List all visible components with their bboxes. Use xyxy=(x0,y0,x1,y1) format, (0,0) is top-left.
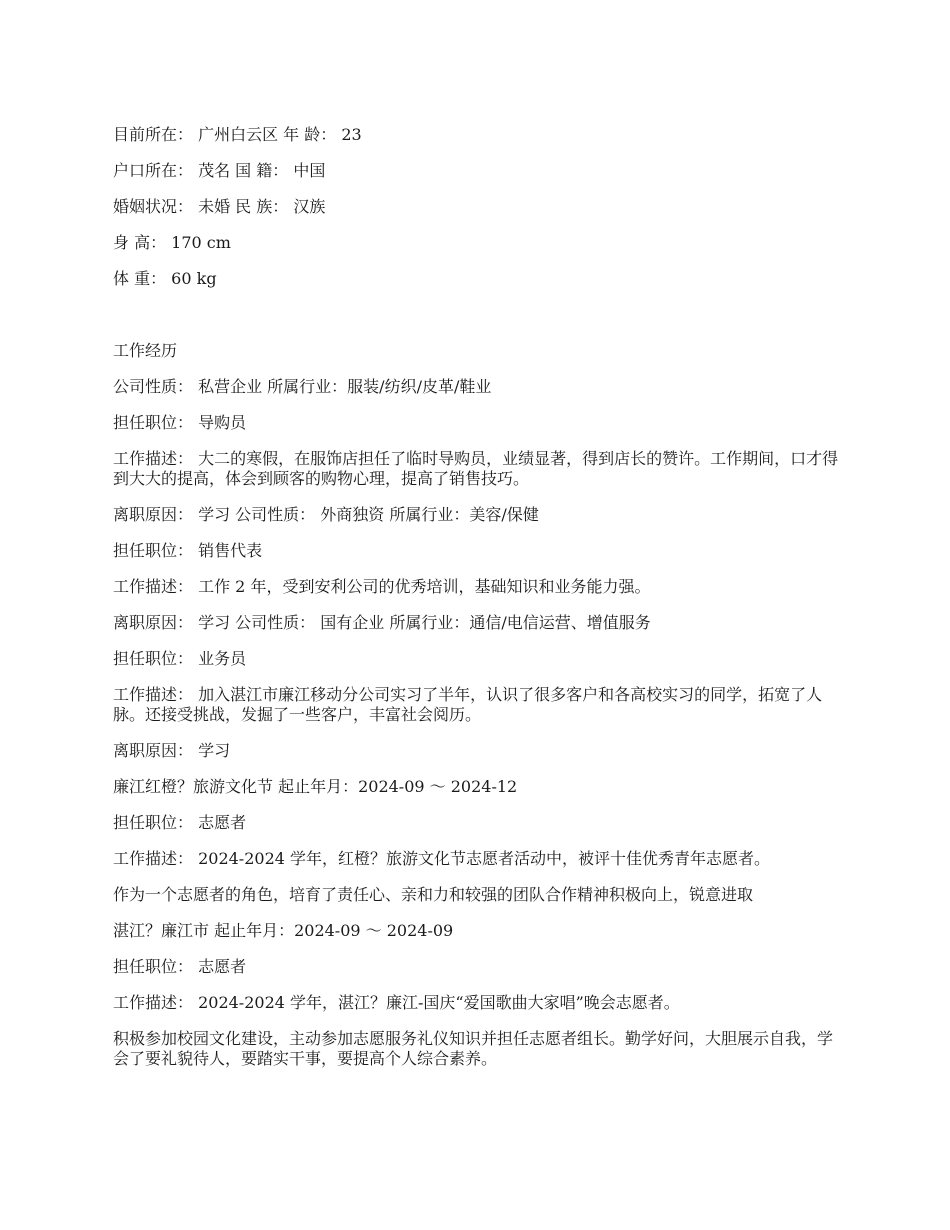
position-line-1: 担任职位： 导购员 xyxy=(113,413,247,432)
company-line-1: 公司性质： 私营企业 所属行业：服装/纺织/皮革/鞋业 xyxy=(113,377,492,396)
weight-line: 体 重： 60 kg xyxy=(113,269,217,288)
position-line-5: 担任职位： 志愿者 xyxy=(113,957,247,976)
description-paragraph-5: 工作描述： 2024-2024 学年，湛江？廉江-国庆“爱国歌曲大家唱”晚会志愿者。 xyxy=(113,993,680,1012)
volunteer-event-1: 廉江红橙？旅游文化节 起止年月：2024-09 ～ 2024-12 xyxy=(113,777,518,796)
description-paragraph-2: 工作描述： 工作 2 年，受到安利公司的优秀培训，基础知识和业务能力强。 xyxy=(113,577,651,596)
leave-company-line-3: 离职原因： 学习 公司性质： 国有企业 所属行业：通信/电信运营、增值服务 xyxy=(113,613,651,632)
description-paragraph-1: 工作描述： 大二的寒假，在服饰店担任了临时导购员，业绩显著，得到店长的赞许。工作期间，口才得到大大的提高，体会到顾客的购物心理，提高了销售技巧。 xyxy=(113,449,839,488)
description-paragraph-4: 工作描述： 2024-2024 学年，红橙？旅游文化节志愿者活动中，被评十佳优秀青年志愿者。 xyxy=(113,849,771,868)
section-heading: 工作经历 xyxy=(113,341,178,360)
leave-reason-line: 离职原因： 学习 xyxy=(113,741,231,760)
current-location-line: 目前所在： 广州白云区 年 龄： 23 xyxy=(113,125,362,144)
volunteer-event-2: 湛江？廉江市 起止年月：2024-09 ～ 2024-09 xyxy=(113,921,454,940)
work-experience-section xyxy=(113,341,841,1069)
volunteer-summary-1: 作为一个志愿者的角色，培育了责任心、亲和力和较强的团队合作精神积极向上，锐意进取 xyxy=(113,885,754,904)
leave-company-line-2: 离职原因： 学习 公司性质： 外商独资 所属行业：美容/保健 xyxy=(113,505,539,524)
resume-document xyxy=(113,125,841,1085)
household-registration-line: 户口所在： 茂名 国 籍： 中国 xyxy=(113,161,326,180)
description-paragraph-3: 工作描述： 加入湛江市廉江移动分公司实习了半年，认识了很多客户和各高校实习的同学，拓宽了人脉。还接受挑战，发掘了一些客户，丰富社会阅历。 xyxy=(113,685,823,724)
section-spacer xyxy=(113,305,841,341)
position-line-3: 担任职位： 业务员 xyxy=(113,649,247,668)
position-line-4: 担任职位： 志愿者 xyxy=(113,813,247,832)
marital-status-line: 婚姻状况： 未婚 民 族： 汉族 xyxy=(113,197,326,216)
height-line: 身 高： 170 cm xyxy=(113,233,231,252)
personal-info-section xyxy=(113,125,841,289)
position-line-2: 担任职位： 销售代表 xyxy=(113,541,263,560)
volunteer-summary-2: 积极参加校园文化建设，主动参加志愿服务礼仪知识并担任志愿者组长。勤学好问，大胆展示自我，学会了要礼貌待人，要踏实干事，要提高个人综合素养。 xyxy=(113,1029,834,1068)
